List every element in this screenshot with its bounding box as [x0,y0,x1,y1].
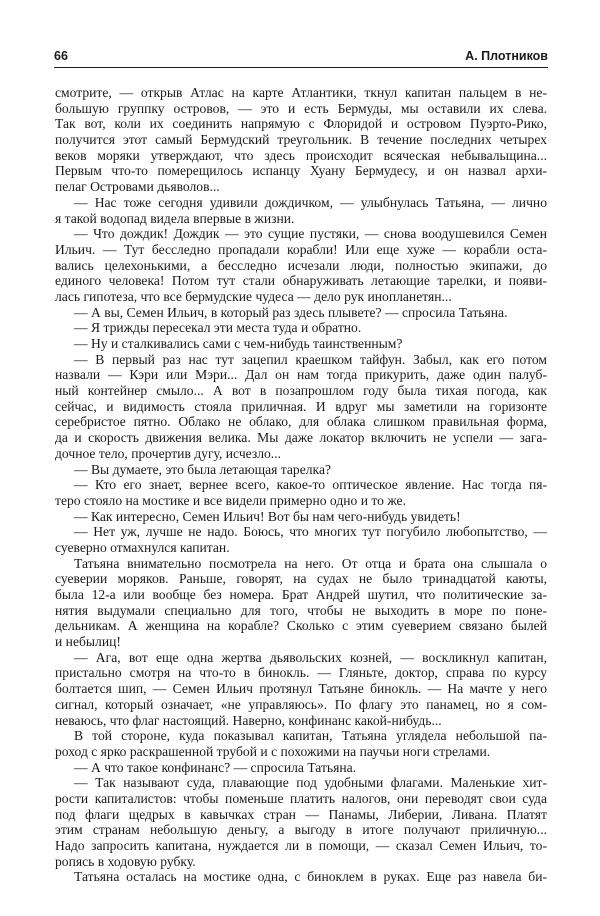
text-line: получится этот самый Бермудский треугольник. В течение последних четырех [55,132,547,148]
text-line: дочное тело, прочертив дугу, исчезло... [55,445,281,461]
text-line: этим странам небольшую деньгу, а выгоду в итоге получают приличную... [55,822,547,838]
text-line: рости капиталистов: чтобы поменьше платить налогов, они переводят свои суда [55,790,547,806]
text-line: — Как интересно, Семен Ильич! Вот бы нам чего-нибудь увидеть! [74,508,461,524]
text-line: сигнал, который означает, «не управляюсь». По флагу это панамец, но я сом- [55,696,547,712]
text-line: была 12-а или вообще без номера. Брат Андрей шутил, что политические за- [55,587,547,602]
text-line: серебристое пятно. Облако не облако, для облака слишком правильная форма, [55,414,547,430]
body-text [55,85,547,885]
text-line: — Что дождик! Дождик — это сущие пустяки, — снова воодушевился Семен [74,226,547,242]
text-line: неваюсь, что флаг настоящий. Наверно, конфинанс какой-нибудь... [55,712,442,728]
text-line: единого человека! Потом тут стали обнаруживать летающие тарелки, и появи- [55,273,547,289]
text-line: под флаги щедрых в кавычках стран — Панамы, Либерии, Ливана. Платят [55,806,547,822]
text-line: веков моряки утверждают, что здесь происходит всяческая небывальщина... [55,147,547,163]
text-line: смотрите, — открыв Атлас на карте Атлантики, ткнул капитан пальцем в не- [55,85,547,100]
text-line: Так вот, коли их соединить напрямую с Флоридой и островом Пуэрто-Рико, [55,116,547,132]
text-line: пристально смотря на что-то в бинокль. — Гляньте, доктор, справа по курсу [55,665,547,681]
text-line: суеверно отмахнулся капитан. [55,539,230,555]
text-line: назвали — Кэри или Мэри... Дал он нам тогда прикурить, даже один палуб- [55,367,547,383]
text-line: Ильич. — Тут бесследно пропадали корабли! Или еще хуже — корабли оста- [55,241,547,257]
text-line: теро стояло на мостике и все видели примерно одно и то же. [55,492,406,508]
text-line: — А что такое конфинанс? — спросила Татьяна. [74,759,357,775]
page-number: 66 [54,49,68,63]
text-line: — Я трижды пересекал эти места туда и обратно. [74,320,362,336]
text-line: лась гипотеза, что все бермудские чудеса — дело рук инопланетян... [55,288,452,304]
text-line: — Вы думаете, это была летающая тарелка? [74,461,332,477]
text-line: — Кто его знает, вернее всего, какое-то оптическое явление. Нас тогда пя- [74,477,547,493]
text-line: Надо запросить капитана, нуждается ли в помощи, — сказал Семен Ильич, то- [55,838,547,853]
text-line: вались целехонькими, а бесследно исчезали люди, полностью экипажи, до [55,257,547,273]
text-line: большую группку островов, — это и есть Бермуды, мы оставили их слева. [55,100,547,116]
text-line: — В первый раз нас тут зацепил краешком тайфун. Забыл, как его потом [74,351,547,367]
text-line: — Нас тоже сегодня удивили дождичком, — улыбнулась Татьяна, — лично [74,194,547,210]
text-line: — Ну и сталкивались сами с чем-нибудь таинственным? [74,336,403,351]
text-line: я такой водопад видела впервые в жизни. [55,210,295,226]
text-line: Татьяна осталась на мостике одна, с биноклем в руках. Еще раз навела би- [74,869,547,885]
text-line: дельникам. А женщина на корабле? Сколько с этим суеверием связано былей [55,618,547,634]
text-line: и небылиц! [55,634,121,650]
text-line: В той стороне, куда показывал капитан, Татьяна углядела небольшой па- [74,728,547,744]
text-line: — А вы, Семен Ильич, в который раз здесь плывете? — спросила Татьяна. [74,304,508,320]
text-line: суеверии моряков. Раньше, говорят, на судах не было тринадцатой каюты, [55,571,547,587]
text-line: ропясь в ходовую рубку. [55,853,196,869]
text-line: Татьяна внимательно посмотрела на него. От отца и брата она слышала о [74,555,547,571]
text-line: болтается шип, — Семен Ильич протянул Татьяне бинокль. — На мачте у него [55,681,547,697]
text-line: — Так называют суда, плавающие под удобными флагами. Маленькие хит- [74,775,547,791]
text-line: пелаг Островами дьяволов... [55,179,220,195]
text-line: сейчас, и видимость стояла приличная. И вдруг мы заметили на горизонте [55,398,547,414]
text-line: Первым что-то померещилось испанцу Хуану Бермудесу, и он назвал архи- [55,163,547,179]
text-line: роход с ярко раскрашенной трубой и с похожими на паучьи ноги стрелами. [55,743,491,759]
text-line: — Ага, вот еще одна жертва дьявольских козней, — воскликнул капитан, [74,649,547,665]
text-line: ный контейнер смыло... А вот в позапрошлом году была тихая погода, как [55,383,547,399]
text-line: да и скорость движения велика. Мы даже локатор включить не успели — зага- [55,430,547,446]
text-line: нятия выдумали специально для того, чтобы не выходить в море по поне- [55,602,547,618]
text-line: — Нет уж, лучше не надо. Боюсь, что многих тут погубило любопытство, — [74,524,547,540]
running-header [54,47,548,68]
running-head-author: А. Плотников [465,49,548,63]
